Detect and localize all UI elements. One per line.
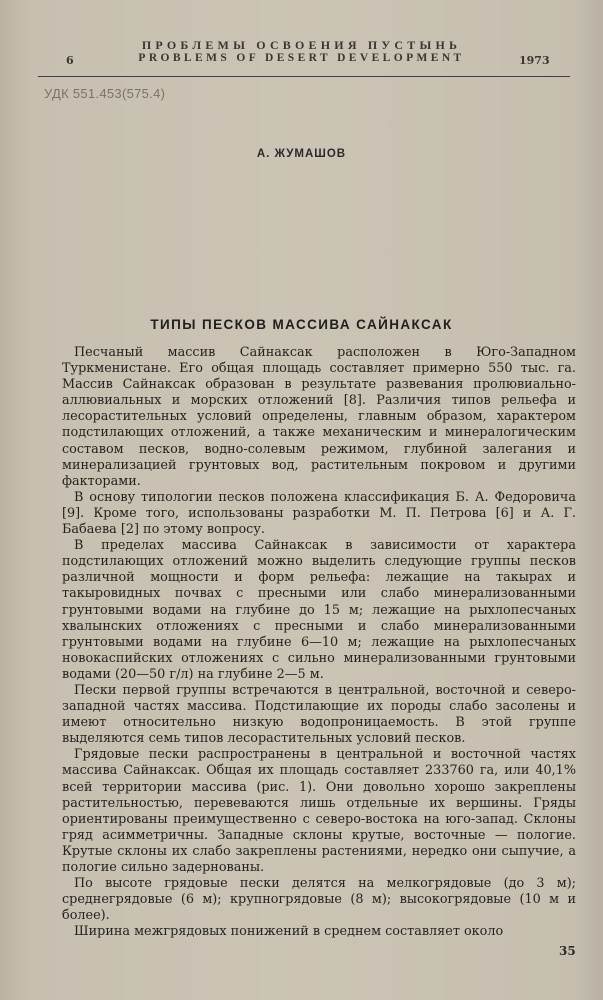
body-paragraph: Песчаный массив Сайнаксак расположен в Юго-Западном Туркменистане. Его общая площадь составляет примерно 550 тыс. га. Массив Сайнаксак образован в результате развевания пролювиально-аллювиальных и морских отложений [8]. Различия типов рельефа и лесорастительных условий определены, главным образом, характером подстилающих отложений, а также механическим и минералогическим составом песков, водно-солевым режимом, глубиной залегания и минерализацией грунтовых вод, растительным покровом и другими факторами.: [62, 345, 576, 489]
body-paragraph: В основу типологии песков положена классификация Б. А. Федоровича [9]. Кроме того, использованы разработки М. П. Петрова [6] и А. Г. Бабаева [2] по этому вопросу.: [62, 489, 576, 538]
udk-code: УДК 551.453(575.4): [44, 86, 166, 101]
body-paragraph: В пределах массива Сайнаксак в зависимости от характера подстилающих отложений можно выделить следующие группы песков различной мощности и форм рельефа: лежащие на такырах и такыровидных почвах с пресными или слабо минерализованными грунтовыми водами на глубине до 15 м; лежащие на рыхлопесчаных хвалынских отложениях с пресными и слабо минерализованными грунтовыми водами на глубине 6—10 м; лежащие на рыхлопесчаных новокаспийских отложениях с сильно минерализованными грунтовыми водами (20—50 г/л) на глубине 2—5 м.: [62, 538, 576, 682]
issue-number: 6: [66, 54, 74, 67]
article-author: А. ЖУМАШОВ: [256, 148, 347, 160]
journal-title-ru: ПРОБЛЕМЫ ОСВОЕНИЯ ПУСТЫНЬ: [141, 38, 462, 52]
page-number: 35: [559, 944, 576, 958]
header-rule: [38, 76, 570, 77]
body-paragraph: Ширина межгрядовых понижений в среднем составляет около: [74, 924, 504, 940]
body-paragraph: Пески первой группы встречаются в центральной, восточной и северо-западной частях массива. Подстилающие их породы слабо засолены и имеют относительно низкую водопроницаемость. В этой группе выделяются семь типов лесорастительных условий песков.: [62, 682, 576, 747]
article-title: ТИПЫ ПЕСКОВ МАССИВА САЙНАКСАК: [150, 317, 453, 332]
journal-title-en: PROBLEMS OF DESERT DEVELOPMENT: [138, 52, 465, 64]
body-paragraph: По высоте грядовые пески делятся на мелкогрядовые (до 3 м); среднегрядовые (6 м); крупногрядовые (8 м); высокогрядовые (10 м и более).: [62, 876, 576, 924]
publication-year: 1973: [519, 54, 550, 67]
article-body: [62, 345, 576, 940]
running-header: [0, 34, 603, 84]
body-paragraph: Грядовые пески распространены в центральной и восточной частях массива Сайнаксак. Общая их площадь составляет 233760 га, или 40,1% всей территории массива (рис. 1). Они довольно хорошо закреплены растительностью, перевеваются лишь отдельные их вершины. Гряды ориентированы преимущественно с северо-востока на юго-запад. Склоны гряд асимметричны. Западные склоны крутые, восточные — пологие. Крутые склоны их слабо закреплены растениями, нередко они сыпучие, а пологие сильно задернованы.: [62, 747, 576, 875]
